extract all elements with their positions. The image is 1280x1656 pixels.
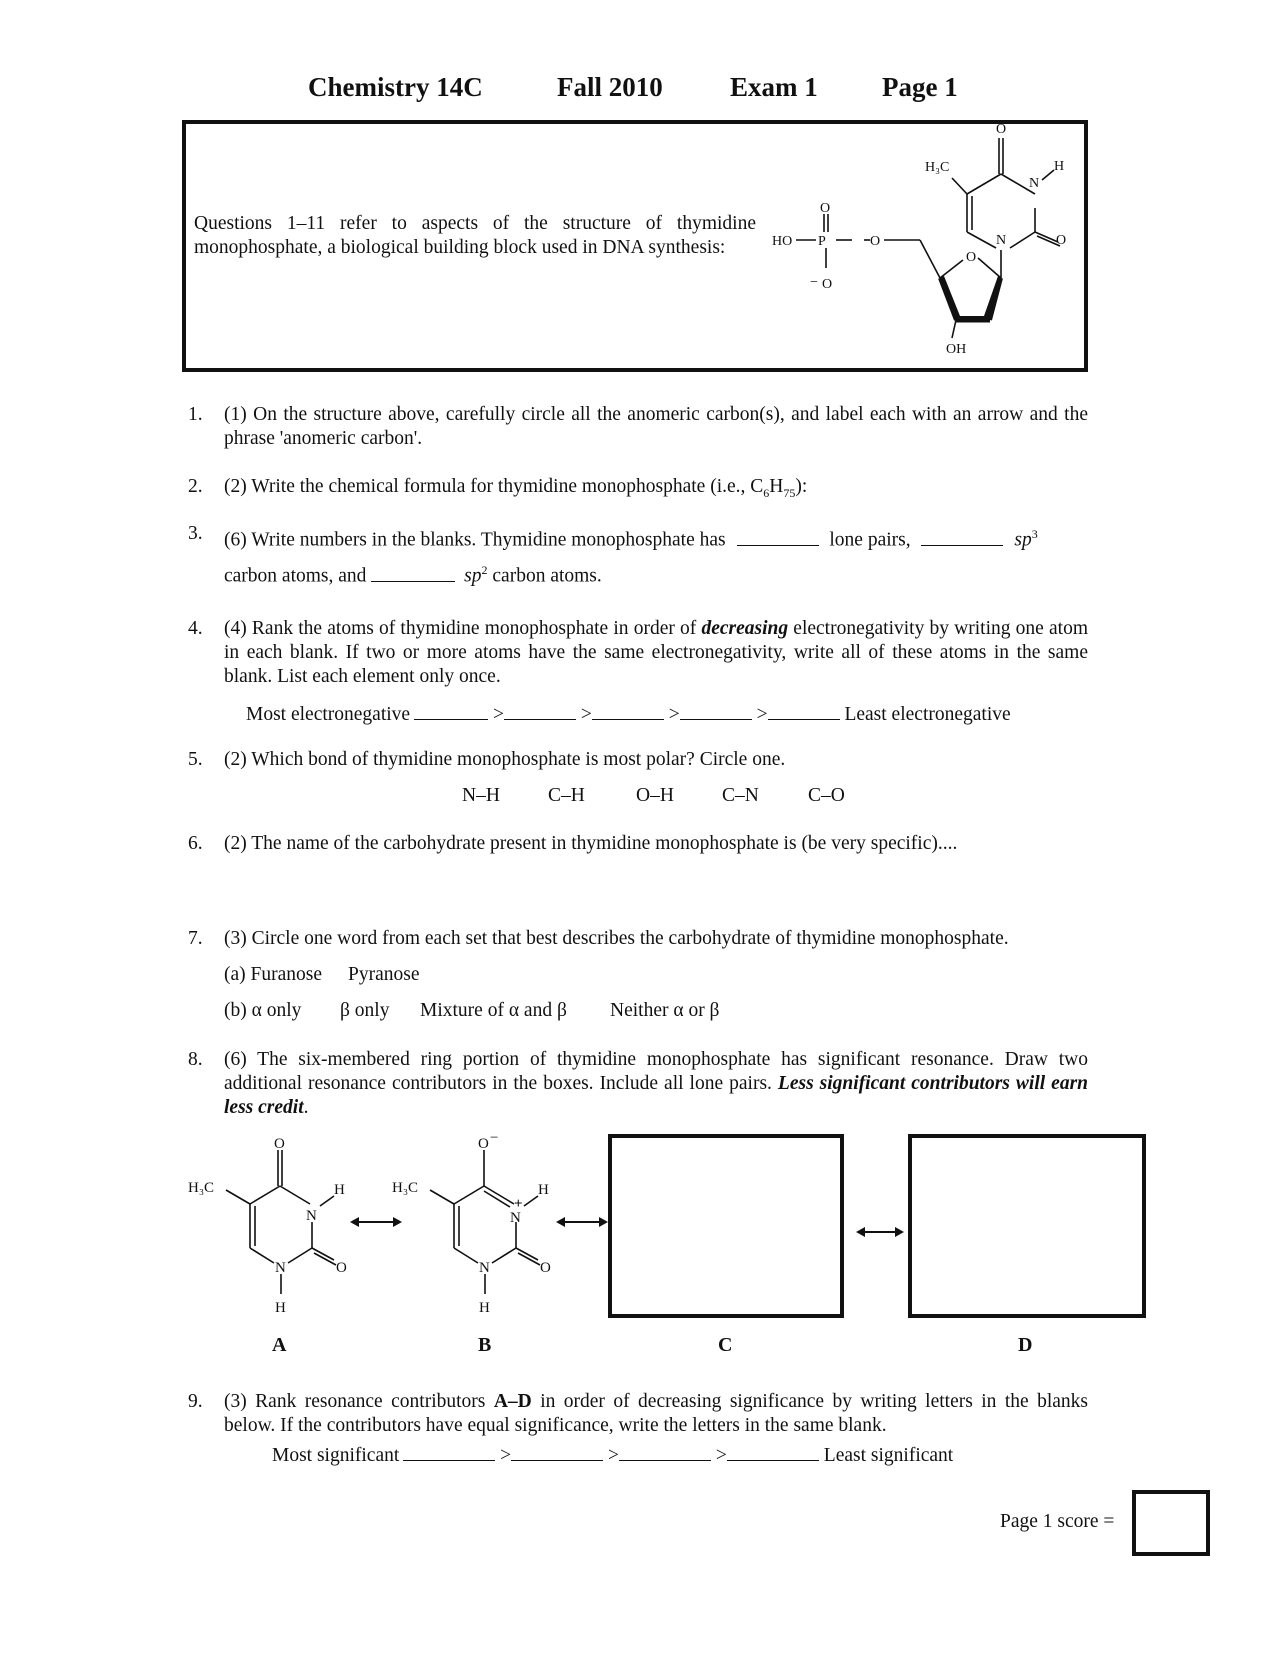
thymidine-monophosphate-structure [770, 118, 1090, 376]
b-nitrogen-top: N [510, 1210, 521, 1226]
q5-number: 5. [188, 749, 203, 770]
q2-text: (2) Write the chemical formula for thymidine monophosphate (i.e., $C_6H_{75}$): [224, 476, 808, 500]
q9-blank-1[interactable] [403, 1442, 495, 1461]
a-nitrogen-top: N [306, 1208, 317, 1224]
struct-ho: HO [772, 234, 793, 249]
label-c: C [718, 1334, 733, 1356]
course-title: Chemistry 14C [308, 72, 483, 102]
a-oxygen-top: O [274, 1136, 285, 1152]
q5-option-cn[interactable]: C–N [722, 785, 759, 806]
term-title: Fall 2010 [557, 72, 663, 102]
struct-n2: N [996, 233, 1007, 248]
q3-line1: (6) Write numbers in the blanks. Thymidine monophosphate has lone pairs, $sp^3$ [224, 527, 1038, 551]
struct-o-right: O [1056, 233, 1067, 248]
q4-blank-2[interactable] [504, 701, 576, 720]
struct-o-link: O [870, 234, 881, 249]
resonance-contributor-b [388, 1130, 568, 1320]
q3-number: 3. [188, 523, 203, 544]
b-minus-charge: − [490, 1130, 499, 1146]
a-hydrogen-top: H [334, 1182, 345, 1198]
resonance-box-d[interactable] [908, 1134, 1146, 1318]
struct-p: P [818, 234, 826, 249]
q1-number: 1. [188, 404, 203, 425]
b-oxygen-right: O [540, 1260, 551, 1276]
b-hydrogen-top: H [538, 1182, 549, 1198]
q5-option-ch[interactable]: C–H [548, 785, 585, 806]
q5-text: (2) Which bond of thymidine monophosphate is most polar? Circle one. [224, 749, 786, 770]
q3-blank-sp2[interactable] [371, 563, 455, 582]
q4-text: (4) Rank the atoms of thymidine monophosphate in order of decreasing electronegativity by writing one atom in each blank. If two or more atoms have the same electronegativity, write all of these atoms in the same blank. List each element only once. [224, 618, 1089, 687]
resonance-contributor-a [184, 1136, 362, 1320]
resonance-box-c[interactable] [608, 1134, 844, 1318]
struct-o-ring: O [966, 250, 977, 265]
label-a: A [272, 1334, 287, 1356]
q4-number: 4. [188, 618, 203, 639]
a-hydrogen-bottom: H [275, 1300, 286, 1316]
q4-blank-3[interactable] [592, 701, 664, 720]
a-nitrogen-bottom: N [275, 1260, 286, 1276]
intro-text: Questions 1–11 refer to aspects of the structure of thymidine monophosphate, a biological building block used in DNA synthesis: [194, 213, 756, 258]
q4-ranking: Most electronegative > > > > Least electronegative [246, 701, 1011, 727]
q5-option-nh[interactable]: N–H [462, 785, 500, 806]
q9-blank-2[interactable] [511, 1442, 603, 1461]
q4-blank-1[interactable] [414, 701, 488, 720]
q9-blank-4[interactable] [727, 1442, 819, 1461]
struct-o-minus: O [822, 277, 833, 292]
a-oxygen-right: O [336, 1260, 347, 1276]
b-methyl: H₃C [392, 1180, 419, 1196]
q8-number: 8. [188, 1049, 203, 1070]
q7-option-mixture[interactable]: Mixture of α and β [420, 1000, 567, 1021]
page-title: Page 1 [882, 72, 958, 102]
q4-blank-4[interactable] [680, 701, 752, 720]
q7-option-furanose[interactable]: (a) Furanose [224, 964, 323, 985]
struct-minus: − [810, 275, 818, 290]
q6-text: (2) The name of the carbohydrate present in thymidine monophosphate is (be very specific).... [224, 833, 958, 854]
q2-number: 2. [188, 476, 203, 497]
q9-number: 9. [188, 1391, 203, 1412]
struct-o-top: O [996, 122, 1007, 137]
q9-ranking: Most significant > > > Least significant [272, 1442, 953, 1468]
q5-option-oh[interactable]: O–H [636, 785, 674, 806]
q7-text: (3) Circle one word from each set that best describes the carbohydrate of thymidine monophosphate. [224, 928, 1009, 949]
label-d: D [1018, 1334, 1033, 1356]
struct-h3c: H₃C [925, 160, 950, 175]
q6-number: 6. [188, 833, 203, 854]
q8-text: (6) The six-membered ring portion of thymidine monophosphate has significant resonance. Draw two additional resonance contributors in the boxes. Include all lone pairs. Less significant contributors will earn less credit. [224, 1049, 1089, 1118]
q7-option-neither[interactable]: Neither α or β [610, 1000, 720, 1021]
resonance-arrow-bc [556, 1216, 608, 1228]
struct-o-p-top: O [820, 201, 831, 216]
q7-option-pyranose[interactable]: Pyranose [348, 964, 420, 985]
q9-blank-3[interactable] [619, 1442, 711, 1461]
struct-n1: N [1029, 176, 1040, 191]
page-score-box[interactable] [1132, 1490, 1210, 1556]
q4-blank-5[interactable] [768, 701, 840, 720]
q3-blank-lone-pairs[interactable] [737, 527, 819, 546]
q7-option-beta-only[interactable]: β only [340, 1000, 390, 1021]
page-score-label: Page 1 score = [1000, 1511, 1115, 1532]
resonance-arrow-cd [856, 1226, 904, 1238]
a-methyl: H₃C [188, 1180, 215, 1196]
q1-text: (1) On the structure above, carefully circle all the anomeric carbon(s), and label each with an arrow and the phrase 'anomeric carbon'. [224, 404, 1088, 449]
q9-text: (3) Rank resonance contributors A–D in order of decreasing significance by writing letters in the blanks below. If the contributors have equal significance, write the letters in the same blank. [224, 1391, 1089, 1436]
label-b: B [478, 1334, 492, 1356]
b-plus-charge: + [514, 1196, 523, 1212]
exam-title: Exam 1 [730, 72, 818, 102]
q3-blank-sp3[interactable] [921, 527, 1003, 546]
struct-oh: OH [946, 342, 967, 357]
b-hydrogen-bottom: H [479, 1300, 490, 1316]
q7-option-alpha-only[interactable]: (b) α only [224, 1000, 302, 1021]
q3-line2: carbon atoms, and $sp^2$ carbon atoms. [224, 563, 602, 587]
struct-h: H [1054, 159, 1065, 174]
q5-option-co[interactable]: C–O [808, 785, 845, 806]
b-oxygen-top: O [478, 1136, 489, 1152]
q7-number: 7. [188, 928, 203, 949]
b-nitrogen-bottom: N [479, 1260, 490, 1276]
